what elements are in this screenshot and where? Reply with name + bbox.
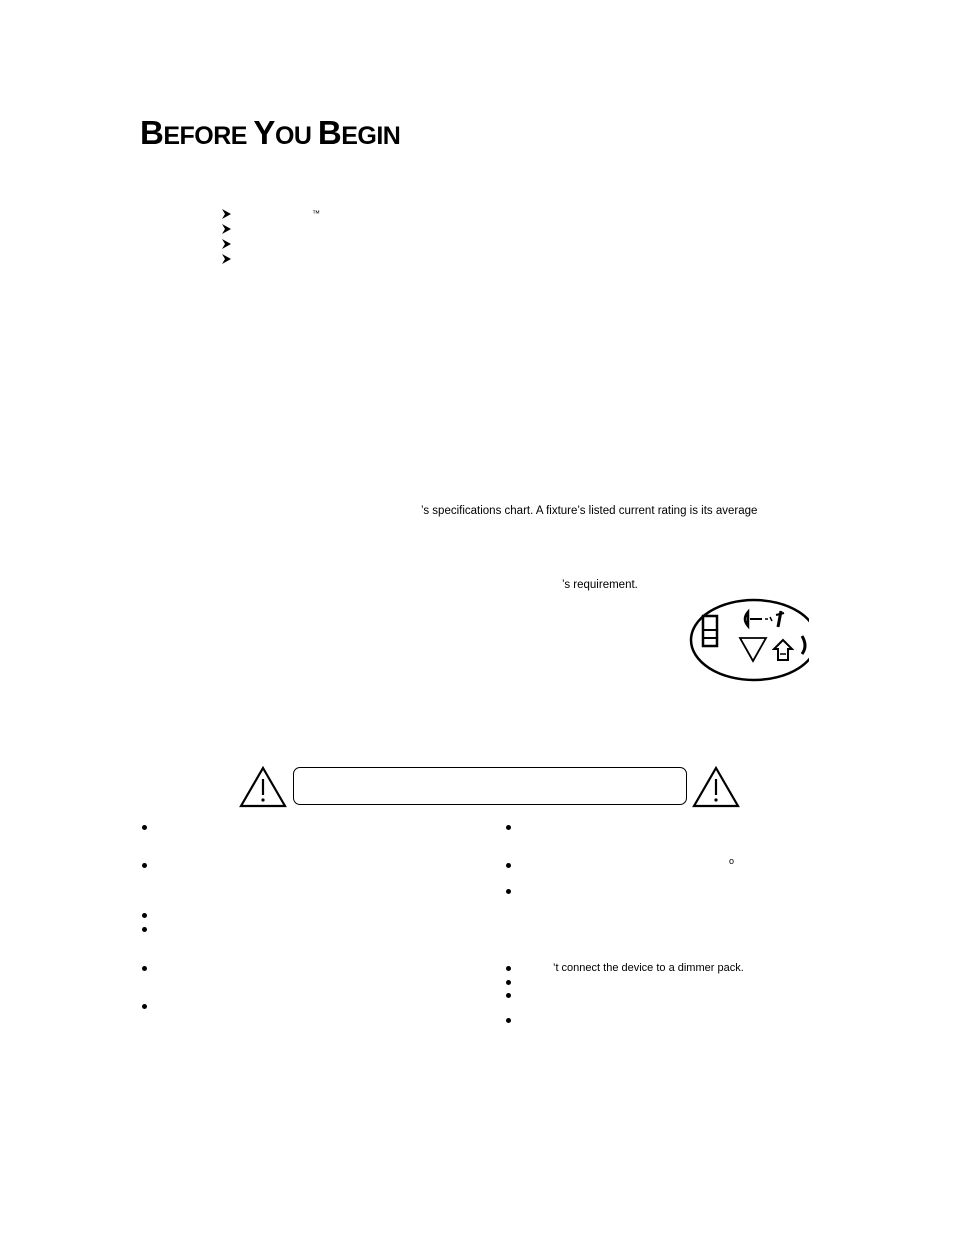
round-bullet-icon bbox=[142, 825, 147, 830]
round-bullet-icon bbox=[506, 825, 511, 830]
usage-pictogram-icon bbox=[688, 598, 810, 682]
title-part: OU bbox=[274, 122, 318, 150]
arrowhead-bullet-icon bbox=[222, 209, 231, 219]
round-bullet-icon bbox=[142, 863, 147, 868]
round-bullet-icon bbox=[142, 927, 147, 932]
round-bullet-icon bbox=[506, 966, 511, 971]
page-title bbox=[140, 116, 400, 149]
trademark-mark: ™ bbox=[312, 209, 320, 218]
round-bullet-icon bbox=[506, 889, 511, 894]
title-part: EGIN bbox=[341, 122, 401, 150]
round-bullet-icon bbox=[506, 980, 511, 985]
dimmer-pack-text: ’t connect the device to a dimmer pack. bbox=[553, 962, 744, 974]
title-part: B bbox=[317, 114, 342, 151]
arrowhead-bullet-icon bbox=[222, 224, 231, 234]
specs-chart-text: ’s specifications chart. A fixture’s listed current rating is its average bbox=[421, 505, 758, 517]
round-bullet-icon bbox=[506, 1018, 511, 1023]
arrowhead-bullet-icon bbox=[222, 254, 231, 264]
degree-mark: o bbox=[729, 856, 735, 866]
title-part: B bbox=[140, 114, 164, 151]
round-bullet-icon bbox=[142, 966, 147, 971]
round-bullet-icon bbox=[142, 913, 147, 918]
requirement-text: ’s requirement. bbox=[562, 579, 638, 591]
round-bullet-icon bbox=[506, 863, 511, 868]
title-part: EFORE bbox=[163, 122, 254, 150]
warning-banner bbox=[293, 767, 687, 805]
warning-triangle-icon bbox=[692, 766, 740, 808]
warning-triangle-icon bbox=[239, 766, 287, 808]
round-bullet-icon bbox=[506, 993, 511, 998]
arrowhead-bullet-icon bbox=[222, 239, 231, 249]
round-bullet-icon bbox=[142, 1004, 147, 1009]
title-part: Y bbox=[253, 114, 275, 151]
